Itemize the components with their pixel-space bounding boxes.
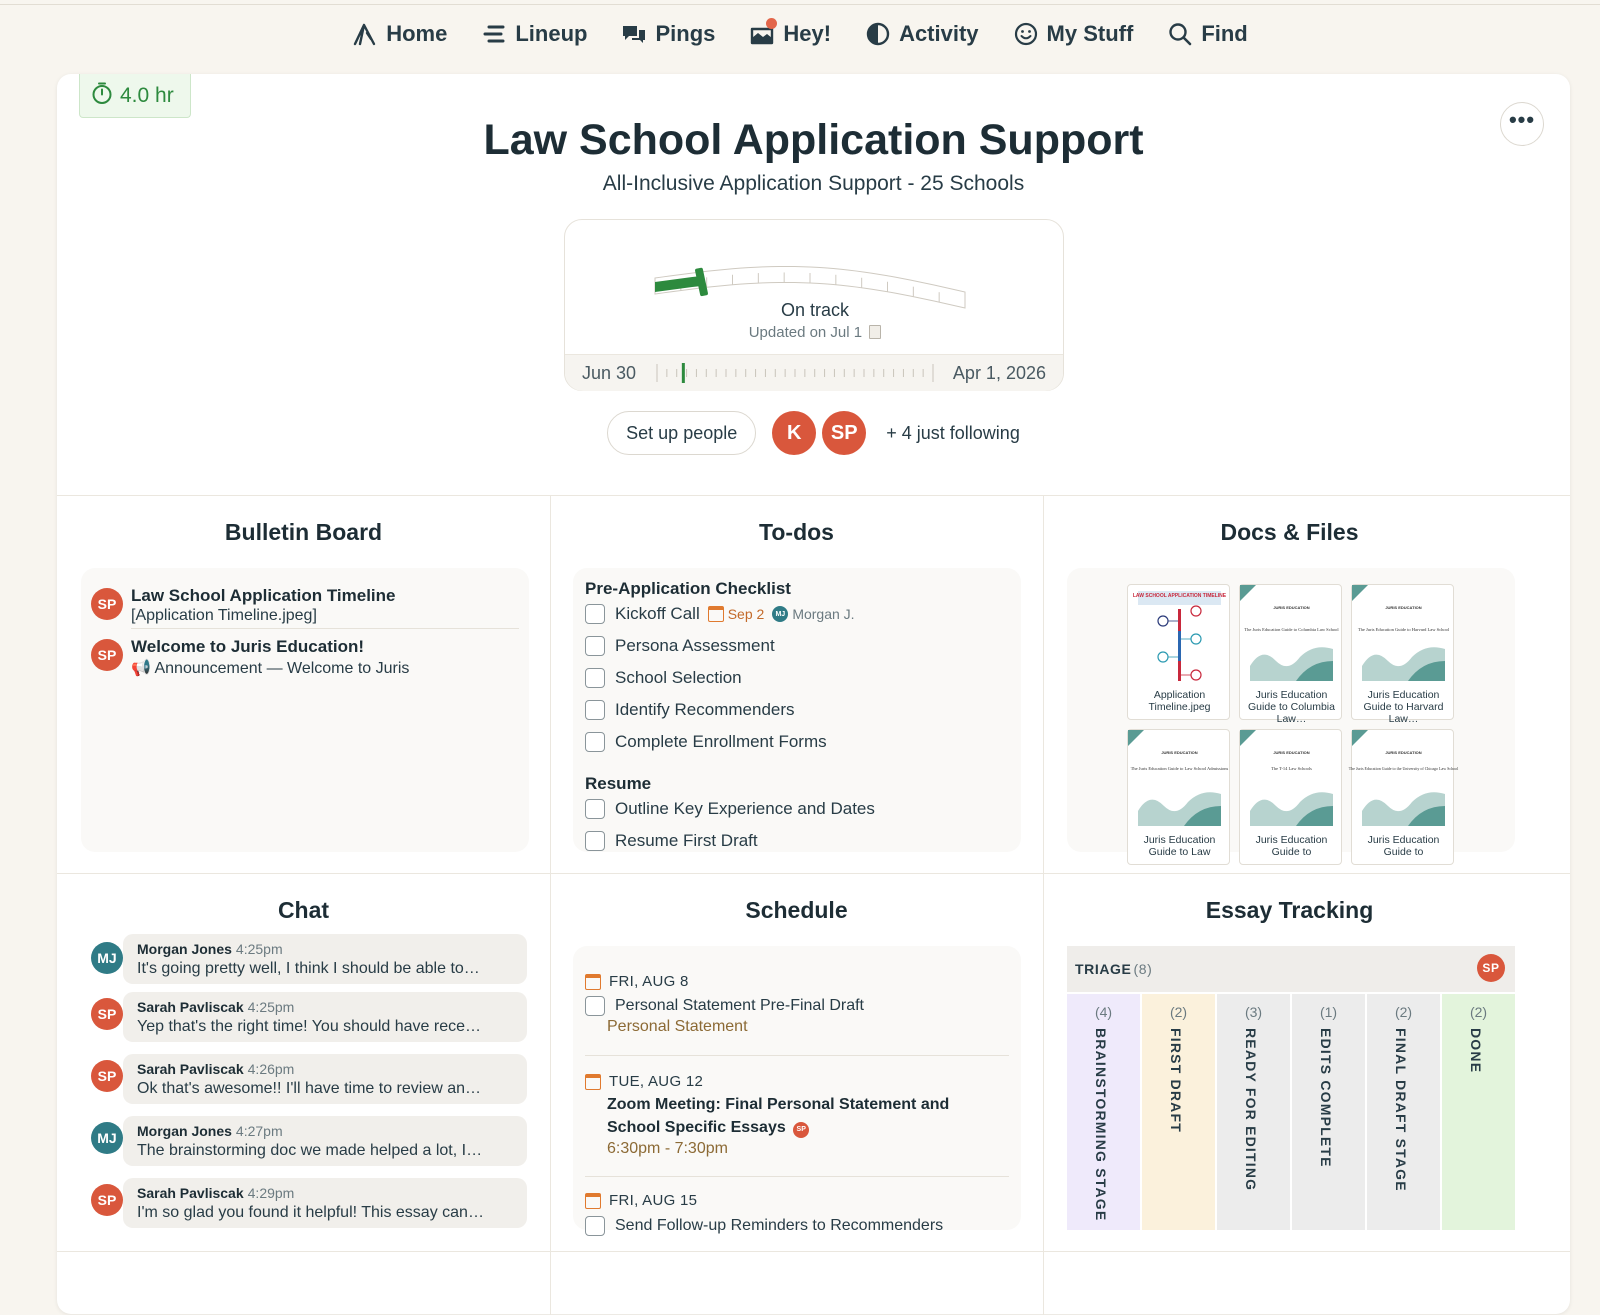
cover-title [1358,627,1450,632]
timeline-start: Jun 30 [582,363,637,383]
calendar-icon [585,1193,601,1209]
timeline-today-marker [682,363,685,383]
event-todo-label: Personal Statement Pre-Final Draft [615,997,864,1014]
todo-label: Identify Recommenders [615,700,795,719]
sender-name: Sarah Pavliscak [137,999,244,1015]
progress-widget[interactable] [564,219,1064,391]
nav-activity-label: Activity [899,21,979,46]
chat-text: I'm so glad you found it helpful! This essay can… [137,1204,484,1221]
chat-text: The brainstorming doc we made helped a lot, I… [137,1142,483,1159]
nav-hey[interactable] [732,14,848,54]
column-count: (2) [1394,1004,1413,1020]
calendar-icon [585,1074,601,1090]
todo-checkbox[interactable] [585,732,605,752]
nav-home[interactable] [335,14,464,54]
people-row [57,410,1570,456]
progress-status: On track [780,300,850,320]
event-date [585,973,689,990]
list-item[interactable] [91,637,521,681]
progress-gauge [650,238,980,308]
todo-checkbox[interactable] [585,636,605,656]
nav-pings[interactable] [604,14,732,54]
kanban-column[interactable] [1067,994,1140,1230]
event-date-text: FRI, AUG 8 [609,973,689,990]
schedule-panel[interactable] [573,946,1021,1234]
timer-icon [90,81,114,111]
chat-text: It's going pretty well, I think I should be able to… [137,960,480,977]
docs-panel[interactable] [1067,568,1515,858]
avatar: SP [91,639,123,671]
project-card [57,74,1570,1314]
bulletin-board[interactable] [81,568,529,852]
todo-checkbox[interactable] [585,668,605,688]
cover-brand [1273,750,1309,755]
event-date-text: TUE, AUG 12 [609,1073,704,1090]
todo-label: Resume First Draft [615,831,758,850]
chat-message[interactable] [123,934,527,984]
avatar[interactable]: SP [822,411,866,455]
todo-item[interactable] [585,635,775,657]
todo-group-title[interactable]: Pre-Application Checklist [585,579,791,598]
sender-name: Sarah Pavliscak [137,1061,244,1077]
event-todo[interactable] [585,996,864,1016]
file-thumbnail[interactable] [1127,729,1230,865]
todo-label: Complete Enrollment Forms [615,732,827,751]
pings-icon [621,21,647,47]
kanban-column[interactable] [1142,994,1215,1230]
cover-brand-text: JURIS EDUCATION [1273,605,1310,610]
chat-message[interactable] [123,992,527,1042]
avatar: SP [91,588,123,620]
cover-title [1271,766,1312,771]
chat-header [137,1123,283,1139]
file-label: Juris Education Guide to Law [1143,834,1216,858]
message-time: 4:25pm [235,941,283,957]
todo-group-title[interactable]: Resume [585,774,652,793]
chat-text: Yep that's the right time! You should have rece… [137,1018,482,1035]
cover-title-text: The Juris Education Guide to the University of Chicago Law School [1348,766,1459,771]
todo-checkbox[interactable] [585,831,605,851]
file-label: Juris Education Guide to [1367,834,1440,858]
column-count: (2) [1469,1004,1488,1020]
cover-brand [1273,605,1309,610]
event-todo[interactable] [585,1216,943,1236]
avatar: SP [793,1122,809,1138]
kanban-column[interactable] [1367,994,1440,1230]
hey-icon [749,21,775,47]
top-nav [0,14,1600,54]
divider [585,1176,1009,1177]
todo-item[interactable] [585,830,758,852]
nav-lineup[interactable] [464,14,604,54]
nav-hey-label: Hey! [783,21,832,46]
nav-lineup-label: Lineup [515,21,588,46]
event-sub: Personal Statement [607,1018,748,1035]
search-icon [1167,21,1193,47]
file-thumbnail[interactable] [1351,584,1454,725]
avatar: MJ [91,1122,123,1154]
cover-brand [1385,750,1421,755]
file-label: Juris Education Guide to Harvard Law… [1363,689,1444,725]
divider [57,1251,1570,1252]
column-count: (3) [1244,1004,1263,1020]
message-time: 4:27pm [235,1123,283,1139]
doc-cover [1348,736,1459,826]
divider [57,495,1570,496]
cover-brand-text: JURIS EDUCATION [1273,750,1310,755]
avatar: MJ [772,606,788,622]
calendar-icon [708,606,724,622]
todo-label: Kickoff Call [615,604,700,623]
activity-icon [865,21,891,47]
avatar: SP [91,998,123,1030]
doc-cover [1357,591,1450,681]
avatar[interactable]: K [772,411,816,455]
message-title: Law School Application Timeline [131,586,396,605]
file-thumbnail[interactable] [1348,729,1459,865]
divider [585,1055,1009,1056]
following-count[interactable]: + 4 just following [886,422,1020,443]
event-title-text: Zoom Meeting: Final Personal Statement and School Specific Essays [607,1096,950,1136]
message-title: Welcome to Juris Education! [131,637,365,656]
event-time: 6:30pm - 7:30pm [607,1140,728,1157]
todos-panel[interactable] [573,568,1021,852]
message-time: 4:29pm [247,1185,295,1201]
cover-title [1244,627,1339,632]
chat-text: Ok that's awesome!! I'll have time to review an… [137,1080,482,1097]
timeline-image-thumb [1132,591,1227,681]
cover-brand-text: JURIS EDUCATION [1385,750,1422,755]
timeline-bar [565,354,1063,391]
chat-header [137,999,294,1015]
event-title[interactable] [607,1093,997,1139]
avatar: SP [91,1060,123,1092]
file-thumbnail[interactable] [1127,584,1230,720]
column-name: FINAL DRAFT STAGE [1393,1028,1409,1192]
project-title: Law School Application Support [483,116,1144,164]
message-subtitle: [Application Timeline.jpeg] [131,607,317,624]
event-date-text: FRI, AUG 15 [609,1192,698,1209]
file-label: Juris Education Guide to [1255,834,1328,858]
cover-brand [1161,750,1197,755]
file-thumbnail[interactable] [1239,584,1342,725]
todo-checkbox[interactable] [585,604,605,624]
chat-message[interactable] [123,1116,527,1166]
nav-activity[interactable] [848,14,995,54]
nav-find[interactable] [1150,14,1264,54]
event-date [585,1192,697,1209]
cover-title [1349,766,1459,771]
avatar: SP [1477,954,1505,982]
event-date [585,1073,703,1090]
triage-label: TRIAGE [1075,961,1132,977]
project-subtitle: All-Inclusive Application Support - 25 Schools [602,172,1025,195]
nav-find-label: Find [1201,21,1248,46]
message-subtitle: 📢 Announcement — Welcome to Juris [131,660,410,677]
chat-header [137,941,283,957]
column-count: (4) [1094,1004,1113,1020]
chat-title[interactable]: Chat [277,897,330,923]
kanban-column[interactable] [1442,994,1515,1230]
todo-checkbox[interactable] [585,700,605,720]
chat-message[interactable] [123,1054,527,1104]
column-name: READY FOR EDITING [1243,1028,1259,1192]
due-date-text: Sep 2 [727,606,765,622]
message-time: 4:25pm [247,999,295,1015]
kanban-column[interactable] [1217,994,1290,1230]
nav-home-label: Home [386,21,448,46]
calendar-icon [585,974,601,990]
column-count: (2) [1169,1004,1188,1020]
essay-tracking-title[interactable]: Essay Tracking [1205,897,1374,923]
todo-item[interactable] [585,798,875,820]
file-thumbnail[interactable] [1239,729,1342,865]
todo-item[interactable] [585,667,742,689]
todo-item[interactable] [585,603,855,625]
doc-cover [1130,736,1229,826]
cover-title-text: The Juris Education Guide to Law School Admissions [1130,766,1229,771]
list-item[interactable] [91,586,521,630]
todo-label: Persona Assessment [615,636,775,655]
file-label: Application Timeline.jpeg [1148,689,1211,713]
column-name: EDITS COMPLETE [1318,1028,1334,1168]
cover-brand [1385,605,1421,610]
home-icon [352,21,378,47]
assignee-name: Morgan J. [792,606,855,622]
file-label: Juris Education Guide to Columbia Law… [1248,689,1335,725]
doc-cover [1244,591,1339,681]
ellipsis-icon: ••• [1508,107,1536,132]
column-name: FIRST DRAFT [1168,1028,1184,1133]
todos-title[interactable]: To-dos [759,519,834,545]
timeline-ticks [655,363,935,383]
assignee [772,606,854,622]
message-time: 4:26pm [247,1061,295,1077]
todo-item[interactable] [585,699,795,721]
nav-pings-label: Pings [655,21,716,46]
todo-label: Outline Key Experience and Dates [615,799,875,818]
divider [57,873,1570,874]
updated-text: Updated on Jul 1 [748,324,863,341]
avatar: MJ [91,942,123,974]
avatar: SP [91,1184,123,1216]
cover-title-text: The T-14 Law Schools [1271,766,1312,771]
cover-title-text: The Juris Education Guide to Harvard Law School [1357,627,1450,632]
thumb-title [1133,593,1227,599]
notification-dot [766,18,777,29]
top-border [0,0,1600,5]
column-count: (1) [1319,1004,1338,1020]
todo-checkbox[interactable] [585,996,605,1016]
card-table[interactable] [1067,946,1515,1230]
smiley-icon [1013,21,1039,47]
schedule-title[interactable]: Schedule [745,897,848,923]
cover-brand-text: JURIS EDUCATION [1385,605,1422,610]
doc-cover [1250,736,1333,826]
column-name: DONE [1468,1028,1484,1074]
divider [131,628,519,629]
setup-people-button[interactable]: Set up people [607,411,756,455]
chat-panel[interactable] [81,941,529,1230]
hours-badge[interactable] [79,74,191,118]
cover-title [1131,766,1229,771]
chat-message[interactable] [123,1178,527,1228]
column-name: BRAINSTORMING STAGE [1093,1028,1109,1222]
lineup-icon [481,21,507,47]
cover-brand-text: JURIS EDUCATION [1161,750,1198,755]
chat-header [137,1185,294,1201]
triage-count: (8) [1133,961,1153,977]
triage-header[interactable] [1067,946,1515,992]
kanban-column[interactable] [1292,994,1365,1230]
hours-value: 4.0 hr [120,83,174,107]
due-date [708,606,765,622]
todo-checkbox[interactable] [585,1216,605,1236]
bulletin-title[interactable]: Bulletin Board [224,519,383,545]
sender-name: Morgan Jones [137,1123,232,1139]
progress-updated [565,324,1065,341]
document-icon [869,325,881,339]
nav-my-stuff[interactable] [996,14,1151,54]
chat-header [137,1061,294,1077]
docs-title[interactable]: Docs & Files [1220,519,1359,545]
sender-name: Morgan Jones [137,941,232,957]
todo-checkbox[interactable] [585,799,605,819]
thumb-title-text: LAW SCHOOL APPLICATION TIMELINE [1132,593,1227,599]
todo-label: School Selection [615,668,742,687]
timeline-end: Apr 1, 2026 [952,363,1046,383]
sender-name: Sarah Pavliscak [137,1185,244,1201]
event-todo-label: Send Follow-up Reminders to Recommenders [615,1217,944,1234]
todo-item[interactable] [585,731,827,753]
cover-title-text: The Juris Education Guide to Columbia Law School [1244,627,1339,632]
nav-my-stuff-label: My Stuff [1046,21,1134,46]
